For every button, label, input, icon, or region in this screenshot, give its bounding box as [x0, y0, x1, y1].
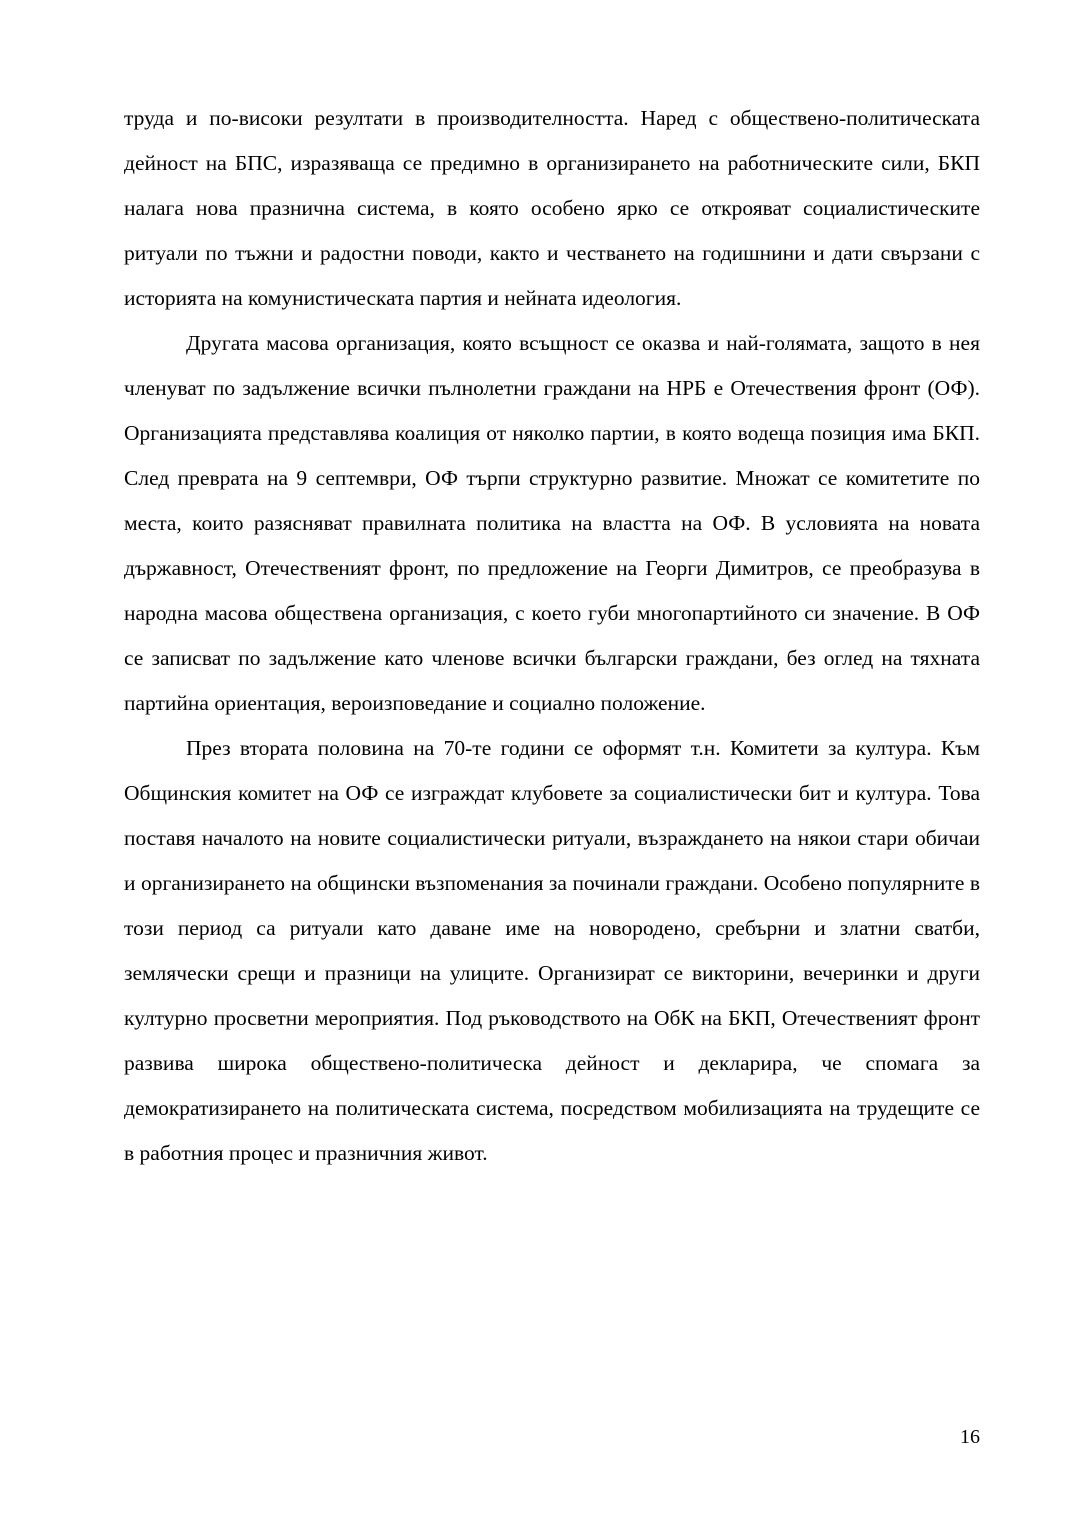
paragraph-1: труда и по-високи резултати в производителността. Наред с обществено-политическата дейност на БПС, изразяваща се предимно в организирането на работническите сили, БКП налага нова празнична система, в която особено ярко се открояват социалистическите ритуали по тъжни и радостни поводи, както и честването на годишнини и дати свързани с историята на комунистическата партия и нейната идеология.: [124, 106, 980, 310]
paragraph-2: Другата масова организация, която всъщност се оказва и най-голямата, защото в нея членуват по задължение всички пълнолетни граждани на НРБ е Отечествения фронт (ОФ). Организацията представлява коалиция от няколко партии, в която водеща позиция има БКП. След преврата на 9 септември, ОФ търпи структурно развитие. Множат се комитетите по места, които разясняват правилната политика на властта на ОФ. В условията на новата държавност, Отечественият фронт, по предложение на Георги Димитров, се преобразува в народна масова обществена организация, с което губи многопартийното си значение. В ОФ се записват по задължение като членове всички български граждани, без оглед на тяхната партийна ориентация, вероизповедание и социално положение.: [124, 331, 980, 715]
page-body: [124, 96, 980, 1176]
paragraph-3: През втората половина на 70-те години се оформят т.н. Комитети за култура. Към Общинския комитет на ОФ се изграждат клубовете за социалистически бит и култура. Това поставя началото на новите социалистически ритуали, възраждането на някои стари обичаи и организирането на общински възпоменания за починали граждани. Особено популярните в този период са ритуали като даване име на новородено, сребърни и златни сватби, землячески срещи и празници на улиците. Организират се викторини, вечеринки и други културно просветни мероприятия. Под ръководството на ОбК на БКП, Отечественият фронт развива широка обществено-политическа дейност и декларира, че спомага за демократизирането на политическата система, посредством мобилизацията на трудещите се в работния процес и празничния живот.: [124, 736, 980, 1165]
page-number: 16: [960, 1426, 980, 1448]
